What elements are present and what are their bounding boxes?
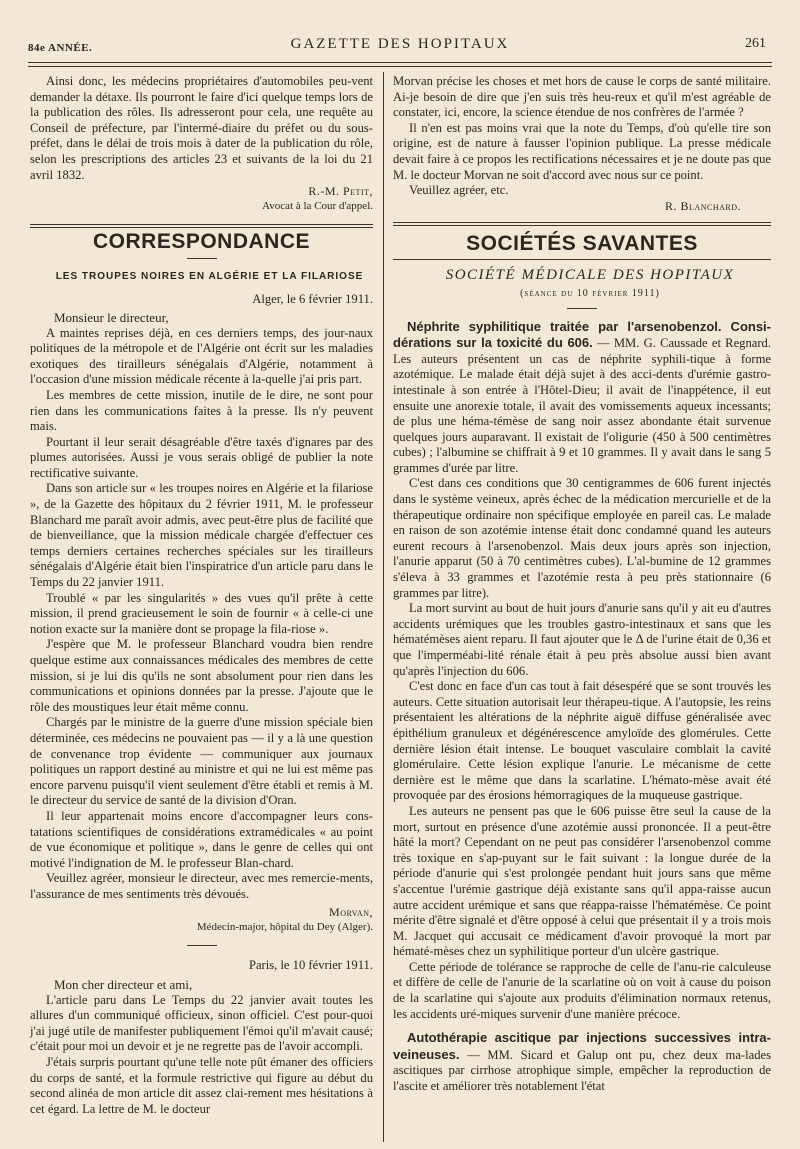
letter2-salutation: Mon cher directeur et ami,	[54, 977, 193, 993]
letter-separator	[187, 945, 217, 946]
societes-title: SOCIÉTÉS SAVANTES	[466, 231, 698, 255]
journal-title: GAZETTE DES HOPITAUX	[290, 36, 510, 52]
article1-paragraph: Les auteurs ne pensent pas que le 606 puisse être seul la cause de la mort, surtout en présence d'une azotémie aussi prononcée. Il a peut-être hâté la mort? Cependant on ne peut pas considérer l'arsenobenzol comme très toxique en s'ap-puyant sur le fait suivant : la longue durée de la période d'anurie qui s'est prolongée pendant huit jours sans que même s'accentue l'urémie gastrique déjà existante sans qu'il appa-raisse aucun autre accident urémique et sans que réappa-raisse l'hématémèse. Ce point mérite d'être signalé et d'être opposé à celui que présentait il y a trois mois M. Jacquet qui accusait ce médicament d'avoir provoqué la mort par hématé-mèses chez un syphilitique porteur d'un ulcère gastrique.	[393, 803, 771, 959]
society-name: SOCIÉTÉ MÉDICALE DES HOPITAUX	[445, 267, 735, 284]
article1-paragraph: Cette période de tolérance se rapproche de celle de l'anu-rie calculeuse et diffère de celle de l'anurie de la scarlatine où on voit à cause du poison de la scarlatine qui s'ajoute aux produits d'élimination normaux retenus, les accidents uré-miques survenir d'une manière précoce.	[393, 959, 771, 1021]
signature-morvan: Morvan,	[329, 904, 373, 919]
section-rule	[30, 224, 373, 225]
page-number: 261	[745, 36, 766, 51]
article2-heading: Autothérapie ascitique par injections successives intra-veineuses.	[393, 1030, 771, 1062]
intro-paragraph: Ainsi donc, les médecins propriétaires d'automobiles peu-vent demander la détaxe. Ils pourront le faire d'ici quelque temps lors de la publication des rôles. Ils adresseront pour cela, une requête au Conseil de préfecture, par l'intermé-diaire du préfet ou du sous-préfet, dans le délai de trois mois à dater de la publication du rôle, selon les prescriptions des articles 23 et suivants de la loi du 21 avril 1832.	[30, 74, 373, 182]
letter2-dateline: Paris, le 10 février 1911.	[248, 957, 373, 972]
header-rule-bottom	[28, 66, 772, 67]
article2-intro: — MM. Sicard et Galup ont pu, chez deux ma-lades ascitiques par cirrhose atrophique simple, empêcher la reproduction de l'ascite et améliorer très notablement l'état	[393, 1047, 771, 1094]
letter2-paragraph: J'étais surpris pourtant qu'une telle note pût émaner des officiers du corps de santé, et la formule restrictive qui figure au début du second alinéa de mon article dit assez clai-rement mes hésitations à cet égard. La lettre de M. le docteur	[30, 1055, 373, 1116]
society-rule	[393, 259, 771, 260]
page-header	[28, 34, 772, 58]
letter-subheading: LES TROUPES NOIRES EN ALGÉRIE ET LA FILARIOSE	[55, 270, 364, 282]
article1-body	[393, 476, 771, 1022]
signature-morvan-title: Médecin-major, hôpital du Dey (Alger).	[196, 920, 373, 933]
letter1-paragraph: Veuillez agréer, monsieur le directeur, avec mes remercie-ments, l'assurance de mes sentiments très dévoués.	[30, 871, 373, 901]
column-divider	[383, 72, 384, 1142]
article1-heading: Néphrite syphilitique traitée par l'arsenobenzol. Consi-dérations sur la toxicité du 606.	[393, 318, 771, 351]
title-separator	[187, 258, 217, 259]
article1-lead	[393, 319, 771, 477]
letter1-dateline: Alger, le 6 février 1911.	[252, 292, 373, 307]
blanchard-reply	[393, 74, 771, 199]
left-column	[30, 74, 373, 1117]
letter1-paragraph: Pourtant il leur serait désagréable d'être taxés d'ignares par des plumes autorisées. Aussi je vous serais obligé de publier la note rectificative suivante.	[30, 434, 373, 480]
letter1-paragraph: A maintes reprises déjà, en ces derniers temps, des jour-naux politiques de la métropole et de l'Algérie ont écrit sur les maladies exotiques des tirailleurs sénégalais d'Algérie, notamment à l'occasion d'une mission médicale récente à la-quelle j'ai pris part.	[30, 325, 373, 387]
correspondance-title: CORRESPONDANCE	[92, 230, 311, 254]
signature-petit-title: Avocat à la Cour d'appel.	[262, 200, 373, 213]
reply-paragraph: Il n'en est pas moins vrai que la note du Temps, d'où qu'elle tire son origine, est de nature à fausser l'opinion publique. La presse médicale devait faire à ce propos les rectifications nécessaires et je ne doute pas que M. le docteur Morvan ne soit d'accord avec nous sur ce point.	[393, 120, 771, 182]
letter1-paragraph: Les membres de cette mission, inutile de le dire, ne sont pour rien dans les communications faites à la presse. Ils n'y peuvent mais.	[30, 387, 373, 434]
letter1-paragraph: J'espère que M. le professeur Blanchard voudra bien rendre quelque estime aux connaissances médicales des membres de cette mission, si je lui dis qu'ils ne sont absolument pour rien dans les communications et opinions données par la presse. J'ajoute que le rôle des moustiques leur était même connu.	[30, 637, 373, 714]
article1-paragraph: C'est dans ces conditions que 30 centigrammes de 606 furent injectés dans le système veineux, après échec de la médication mercurielle et de la thérapeutique ordinaire non spécifique employée en pareil cas. Le malade en raison de son azotémie intense était donc condamné quand les auteurs eurent recours à l'arsenobenzol. Mais deux jours après son injection, l'anurie apparut (50 à 70 centimètres cubes). L'al-bumine de 12 grammes s'éleva à 33 grammes et l'azotémie resta à peu près stationnaire (6 grammes par litre).	[393, 476, 771, 600]
header-rule-top	[28, 62, 772, 63]
article1-paragraph: C'est donc en face d'un cas tout à fait désespéré que se sont trouvés les auteurs. Cette situation autorisait leur thérapeu-tique. A l'autopsie, les reins présentaient les altérations de la néphrite aiguë diffuse généralisée avec épithélium granuleux et dégénérescence amyloïde des glomérules. Cette dernière lésion était intense. Le bouquet vasculaire comblait la cavité glomérulaire. Cette lésion explique l'anurie. Le mécanisme de cette dernière est le même que dans la scarlatine. L'hémato-mèse avait été provoquée par des érosions hémorragiques de la muqueuse gastrique.	[393, 679, 771, 803]
article1-paragraph: La mort survint au bout de huit jours d'anurie sans qu'il y ait eu d'autres accidents urémiques que les troubles gastro-intestinaux et sans que les hématémèses aient reparu. Il faut ajouter que le Δ de l'urine était de 0,36 et que l'imperméabi-lité rénale était à peu près absolue aussi bien avant qu'après l'injection du 606.	[393, 601, 771, 678]
section-rule	[393, 222, 771, 223]
section-rule-thin	[393, 225, 771, 226]
letter1-paragraph: Chargés par le ministre de la guerre d'une mission spéciale bien déterminée, ces médecins ne pouvaient pas — il y a là une question de convenance trop évidente — communiquer aux journaux politiques un rapport destiné au ministre et qui ne lui est même pas encore parvenu puisqu'il vient seulement d'être établi et remis à M. le directeur du service de santé de la division d'Oran.	[30, 715, 373, 808]
letter1-paragraph: Dans son article sur « les troupes noires en Algérie et la filariose », de la Gazette des hôpitaux du 2 février 1911, M. le professeur Blanchard me paraît avoir admis, avec peut-être plus de facilité que de bienveillance, que la mission médicale chargée d'effectuer ces temps derniers certaines recherches spéciales sur les tirailleurs sénégalais d'Algérie était bien l'inspiratrice d'un article paru dans le Temps du 22 janvier 1911.	[30, 481, 373, 590]
letter1-paragraph: Troublé « par les singularités » des vues qu'il prête à cette mission, il prend gracieusement le soin de fournir « à celle-ci une notion exacte sur la manière dont se propage la fila-riose ».	[30, 590, 373, 636]
session-date: (séance du 10 février 1911)	[520, 287, 660, 299]
reply-paragraph: Morvan précise les choses et met hors de cause le corps de santé militaire. Ai-je besoin de dire que j'en suis très heu-reux et qu'il m'est agréable de constater, ici, encore, la science étendue de nos confrères de l'armée ?	[393, 74, 771, 120]
section-rule-thin	[30, 227, 373, 228]
reply-paragraph: Veuillez agréer, etc.	[409, 183, 509, 198]
letter1-body	[30, 326, 373, 903]
letter2-body	[30, 993, 373, 1118]
year-label: 84e ANNÉE.	[28, 42, 93, 54]
letter1-paragraph: Il leur appartenait moins encore d'accompagner leurs cons-tatations scientifiques de considérations extramédicales « au point de vue économique et politique », dans le genre de celles qui ont motivé l'indignation de M. le professeur Blan-chard.	[30, 808, 373, 870]
article1-intro: — MM. G. Caussade et Regnard. Les auteurs présentent un cas de néphrite syphili-tique à forme azotémique. Le malade était déjà sujet à des acci-dents d'urémie gastro-intestinale à son entrée à l'Hôtel-Dieu; il avait de l'inappétence, il eut ensuite une anorexie totale, il avait des vomissements aqueux incessants; de plus une héma-témèse de sang noir assez abondante était survenue quelques jours auparavant. Il existait de l'oligurie (450 à 500 centimètres cubes) ; l'albumine se chiffrait à 9 et 10 grammes. Il y avait dans le sang 5 grammes d'urée par litre.	[393, 336, 771, 475]
session-separator	[567, 308, 597, 309]
right-column	[393, 74, 771, 1095]
letter2-paragraph: L'article paru dans Le Temps du 22 janvier avait toutes les allures d'un communiqué officieux, sinon officiel. C'est pour-quoi j'ai jugé utile de manifester publiquement l'émoi qu'il m'avait causé; c'était pour moi un devoir et je ne regrette pas de l'avoir accompli.	[30, 992, 373, 1054]
signature-blanchard: R. Blanchard.	[665, 198, 741, 213]
letter1-salutation: Monsieur le directeur,	[54, 309, 169, 325]
signature-petit: R.-M. Petit,	[308, 184, 373, 199]
article2-lead	[393, 1030, 771, 1094]
